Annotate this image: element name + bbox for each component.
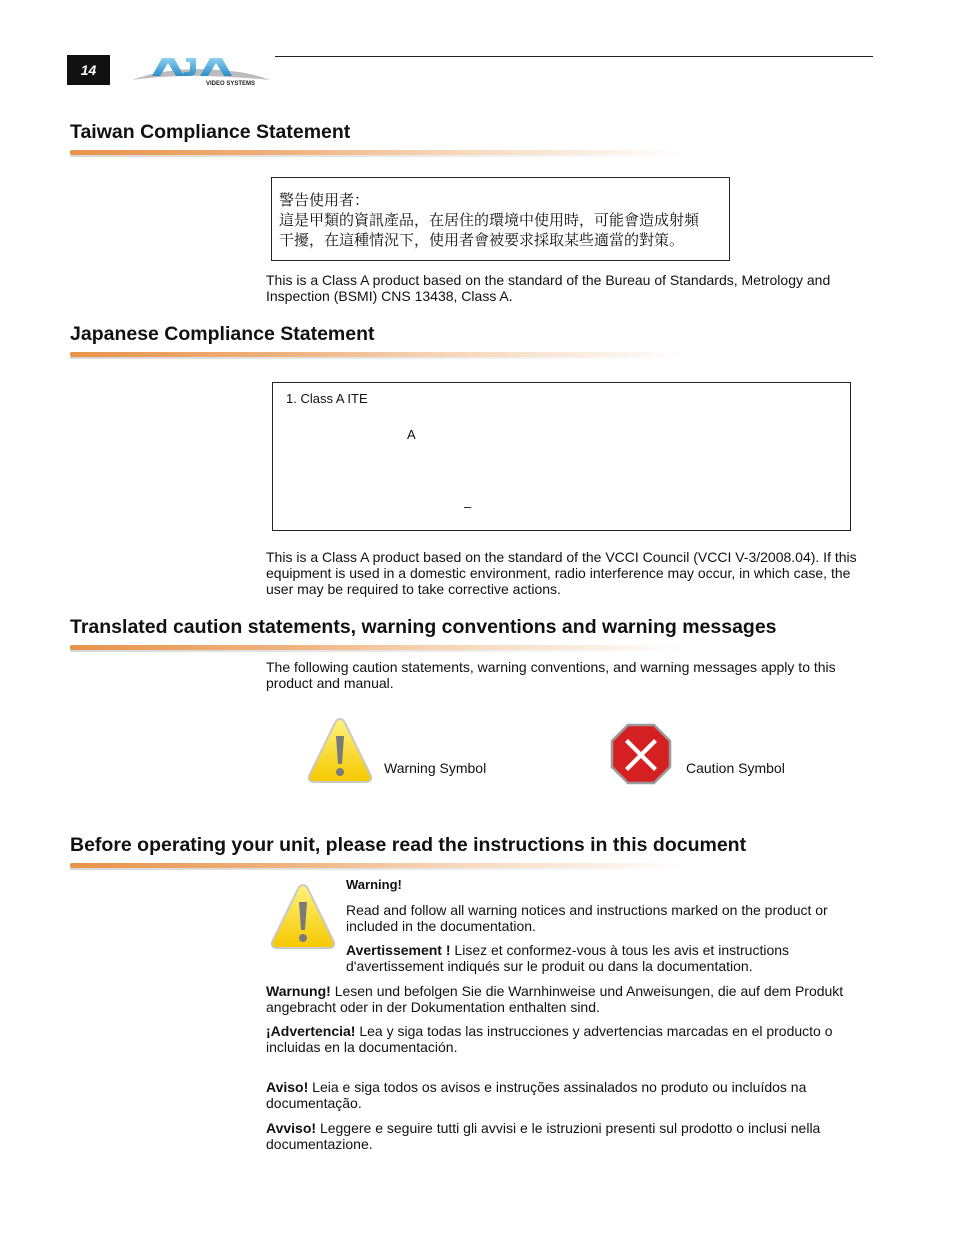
caution-symbol-label: Caution Symbol [686, 760, 785, 776]
heading-underline [70, 352, 685, 357]
warning-symbol-label: Warning Symbol [384, 760, 487, 776]
italian-text: Leggere e seguire tutti gli avvisi e le istruzioni presenti sul prodotto o inclusi nella documentazione. [266, 1120, 821, 1152]
french-text: Lisez et conformez-vous à tous les avis et instructions d'avertissement indiqués sur le produit ou dans la documentation. [346, 942, 790, 974]
warning-spanish [266, 1023, 866, 1055]
japan-box-line-1: 1. Class A ITE [286, 391, 368, 406]
spanish-label: ¡Advertencia! [266, 1023, 356, 1039]
italian-label: Avviso! [266, 1120, 317, 1136]
taiwan-paragraph: This is a Class A product based on the standard of the Bureau of Standards, Metrology and Inspection (BSMI) CNS 13438, Class A. [266, 272, 831, 304]
spanish-text: Lea y siga todas las instrucciones y advertencias marcadas en el producto o incluidas en la documentación. [266, 1023, 833, 1055]
warning-italian [266, 1120, 866, 1152]
before-heading: Before operating your unit, please read the instructions in this document [70, 834, 747, 856]
heading-underline [70, 863, 685, 868]
taiwan-statement-box [271, 177, 730, 261]
page-number: 14 [67, 55, 110, 85]
japan-box-line-3: – [464, 499, 472, 514]
warning-french [346, 942, 866, 974]
translated-heading: Translated caution statements, warning conventions and warning messages [70, 616, 777, 638]
logo-subtext: VIDEO SYSTEMS [206, 81, 256, 87]
japan-box-line-2: A [407, 427, 416, 442]
portuguese-text: Leia e siga todos os avisos e instruções assinalados no produto ou incluídos na documentação. [266, 1079, 807, 1111]
taiwan-box-line-1: 警告使用者： [279, 191, 370, 209]
taiwan-box-line-2: 這是甲類的資訊產品，在居住的環境中使用時，可能會造成射頻 [279, 211, 700, 229]
taiwan-box-line-3: 干擾，在這種情況下，使用者會被要求採取某些適當的對策。 [279, 231, 685, 249]
japan-heading: Japanese Compliance Statement [70, 323, 375, 345]
japan-paragraph: This is a Class A product based on the standard of the VCCI Council (VCCI V-3/2008.04). If this equipment is used in a domestic environment, radio interference may occur, in which case, the user may be required to take corrective actions. [266, 549, 857, 597]
warning-german [266, 983, 871, 1015]
translated-paragraph: The following caution statements, warning conventions, and warning messages apply to this product and manual. [266, 659, 836, 691]
header-rule [275, 56, 873, 57]
portuguese-label: Aviso! [266, 1079, 309, 1095]
french-label: Avertissement ! [346, 942, 451, 958]
caution-icon [610, 723, 672, 785]
warning-portuguese [266, 1079, 866, 1111]
german-text: Lesen und befolgen Sie die Warnhinweise und Anweisungen, die auf dem Produkt angebracht oder in der Dokumentation enthalten sind. [266, 983, 844, 1015]
aja-logo [130, 56, 275, 88]
japan-statement-box [272, 382, 851, 531]
heading-underline [70, 645, 685, 650]
taiwan-heading: Taiwan Compliance Statement [70, 121, 351, 143]
warning-text: Read and follow all warning notices and instructions marked on the product or included in the documentation. [346, 902, 828, 934]
german-label: Warnung! [266, 983, 331, 999]
warning-icon [269, 882, 337, 950]
warning-title: Warning! [346, 877, 402, 892]
warning-icon [306, 716, 374, 784]
heading-underline [70, 150, 685, 155]
